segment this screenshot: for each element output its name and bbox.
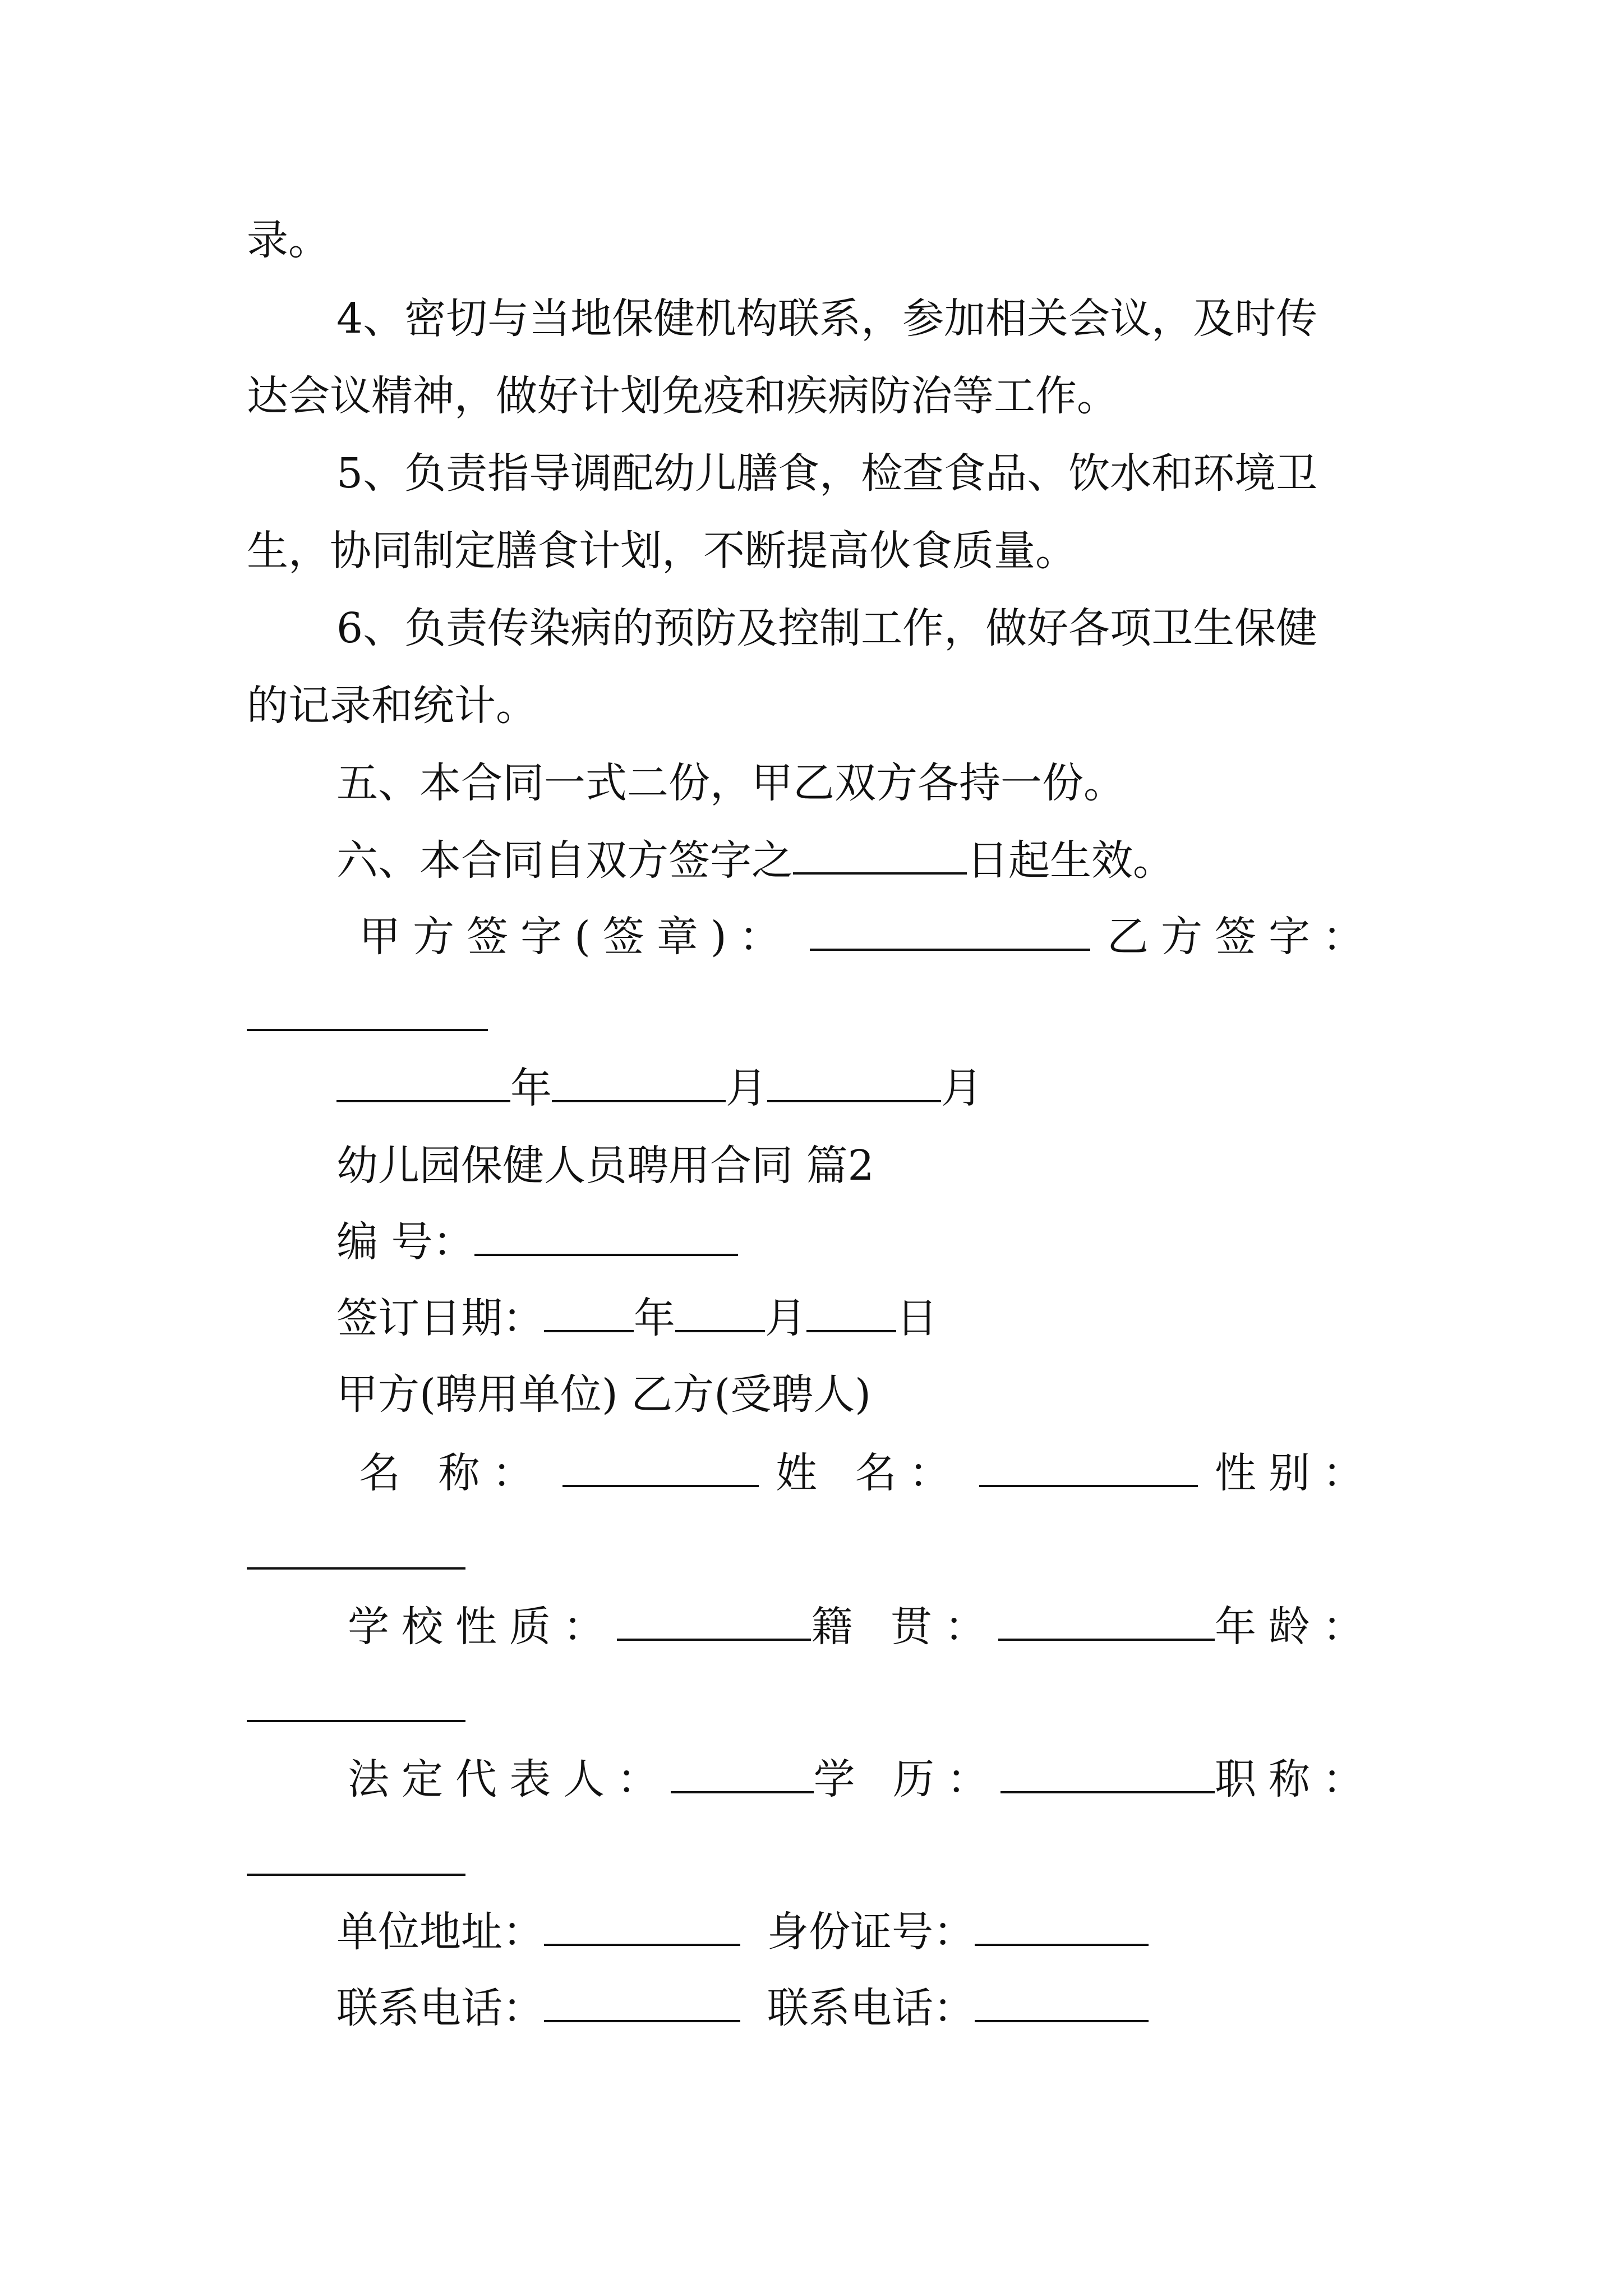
continuation-line bbox=[247, 1674, 1376, 1728]
education-label: 学 历： bbox=[813, 1755, 1001, 1803]
paragraph-line: 4、密切与当地保健机构联系，参加相关会议，及时传 bbox=[336, 295, 1318, 343]
blank-line bbox=[247, 983, 488, 1031]
info-row-4 bbox=[336, 1905, 1376, 1959]
legal-representative-label: 法定代表人： bbox=[348, 1755, 671, 1803]
blank-line bbox=[474, 1219, 738, 1256]
info-row-2 bbox=[348, 1600, 1376, 1654]
age-label: 年龄： bbox=[1215, 1603, 1376, 1651]
info-row-1 bbox=[359, 1446, 1376, 1500]
parties-line: 甲方(聘用单位) 乙方(受聘人) bbox=[336, 1370, 872, 1419]
year-label: 年 bbox=[510, 1064, 552, 1112]
year-label: 年 bbox=[634, 1294, 675, 1342]
blank-line bbox=[544, 1985, 740, 2022]
blank-line bbox=[975, 1985, 1149, 2022]
sign-date-label: 签订日期： bbox=[336, 1294, 544, 1342]
date-line bbox=[336, 1061, 1376, 1115]
sign-date bbox=[336, 1291, 1376, 1345]
blank-line bbox=[247, 1674, 465, 1722]
blank-line bbox=[767, 1065, 941, 1102]
blank-line bbox=[247, 1828, 465, 1876]
day-label: 日 bbox=[896, 1294, 938, 1342]
continuation-line bbox=[247, 1828, 1376, 1881]
paragraph-line: 的记录和统计。 bbox=[247, 682, 537, 730]
gender-label: 性别： bbox=[1215, 1449, 1376, 1497]
party-b-signature-label: 乙方签字： bbox=[1107, 913, 1376, 961]
blank-line bbox=[979, 1450, 1198, 1487]
paragraph-line: 五、本合同一式二份，甲乙双方各持一份。 bbox=[336, 759, 1125, 807]
month-label: 月 bbox=[726, 1064, 767, 1112]
continuation-line bbox=[247, 1521, 1376, 1575]
effective-prefix: 六、本合同自双方签字之 bbox=[336, 836, 793, 885]
blank-line bbox=[336, 1065, 510, 1102]
paragraph-line: 6、负责传染病的预防及控制工作，做好各项卫生保健 bbox=[336, 604, 1318, 652]
paragraph-line: 达会议精神，做好计划免疫和疾病防治等工作。 bbox=[247, 372, 1118, 420]
blank-line bbox=[552, 1065, 726, 1102]
unit-phone-label: 联系电话： bbox=[336, 1984, 544, 2032]
blank-line bbox=[975, 1909, 1149, 1946]
party-a-signature-label: 甲方签字(签章)： bbox=[359, 913, 793, 961]
effective-clause bbox=[336, 834, 1376, 887]
blank-line bbox=[247, 1521, 465, 1570]
blank-line bbox=[793, 838, 967, 875]
paragraph-line: 5、负责指导调配幼儿膳食，检查食品、饮水和环境卫 bbox=[336, 449, 1318, 498]
blank-line bbox=[998, 1604, 1215, 1641]
month-label: 月 bbox=[765, 1294, 806, 1342]
person-phone-label: 联系电话： bbox=[767, 1984, 975, 2032]
blank-line bbox=[675, 1295, 765, 1332]
school-type-label: 学校性质： bbox=[348, 1603, 617, 1651]
blank-line bbox=[810, 914, 1090, 951]
title-label: 职称： bbox=[1215, 1755, 1376, 1803]
unit-address-label: 单位地址： bbox=[336, 1908, 544, 1956]
blank-line bbox=[617, 1604, 811, 1641]
section-title: 幼儿园保健人员聘用合同 篇2 bbox=[336, 1142, 874, 1190]
month-label: 月 bbox=[941, 1064, 983, 1112]
blank-line bbox=[1000, 1756, 1215, 1793]
blank-line bbox=[806, 1295, 896, 1332]
name-label: 名 称： bbox=[359, 1449, 546, 1497]
blank-line bbox=[544, 1295, 634, 1332]
continuation-line bbox=[247, 983, 1376, 1037]
info-row-3 bbox=[348, 1752, 1376, 1806]
person-name-label: 姓 名： bbox=[776, 1449, 963, 1497]
id-number-label: 身份证号： bbox=[767, 1908, 975, 1956]
info-row-5 bbox=[336, 1981, 1376, 2035]
effective-suffix: 日起生效。 bbox=[967, 836, 1174, 885]
blank-line bbox=[544, 1909, 740, 1946]
paragraph-line: 生，协同制定膳食计划，不断提高伙食质量。 bbox=[247, 527, 1077, 575]
hometown-label: 籍 贯： bbox=[811, 1603, 998, 1651]
number-label: 编 号： bbox=[336, 1218, 474, 1266]
paragraph-line: 录。 bbox=[247, 216, 330, 264]
signature-row bbox=[359, 910, 1376, 964]
blank-line bbox=[671, 1756, 814, 1793]
contract-number bbox=[336, 1215, 1376, 1269]
blank-line bbox=[562, 1450, 759, 1487]
